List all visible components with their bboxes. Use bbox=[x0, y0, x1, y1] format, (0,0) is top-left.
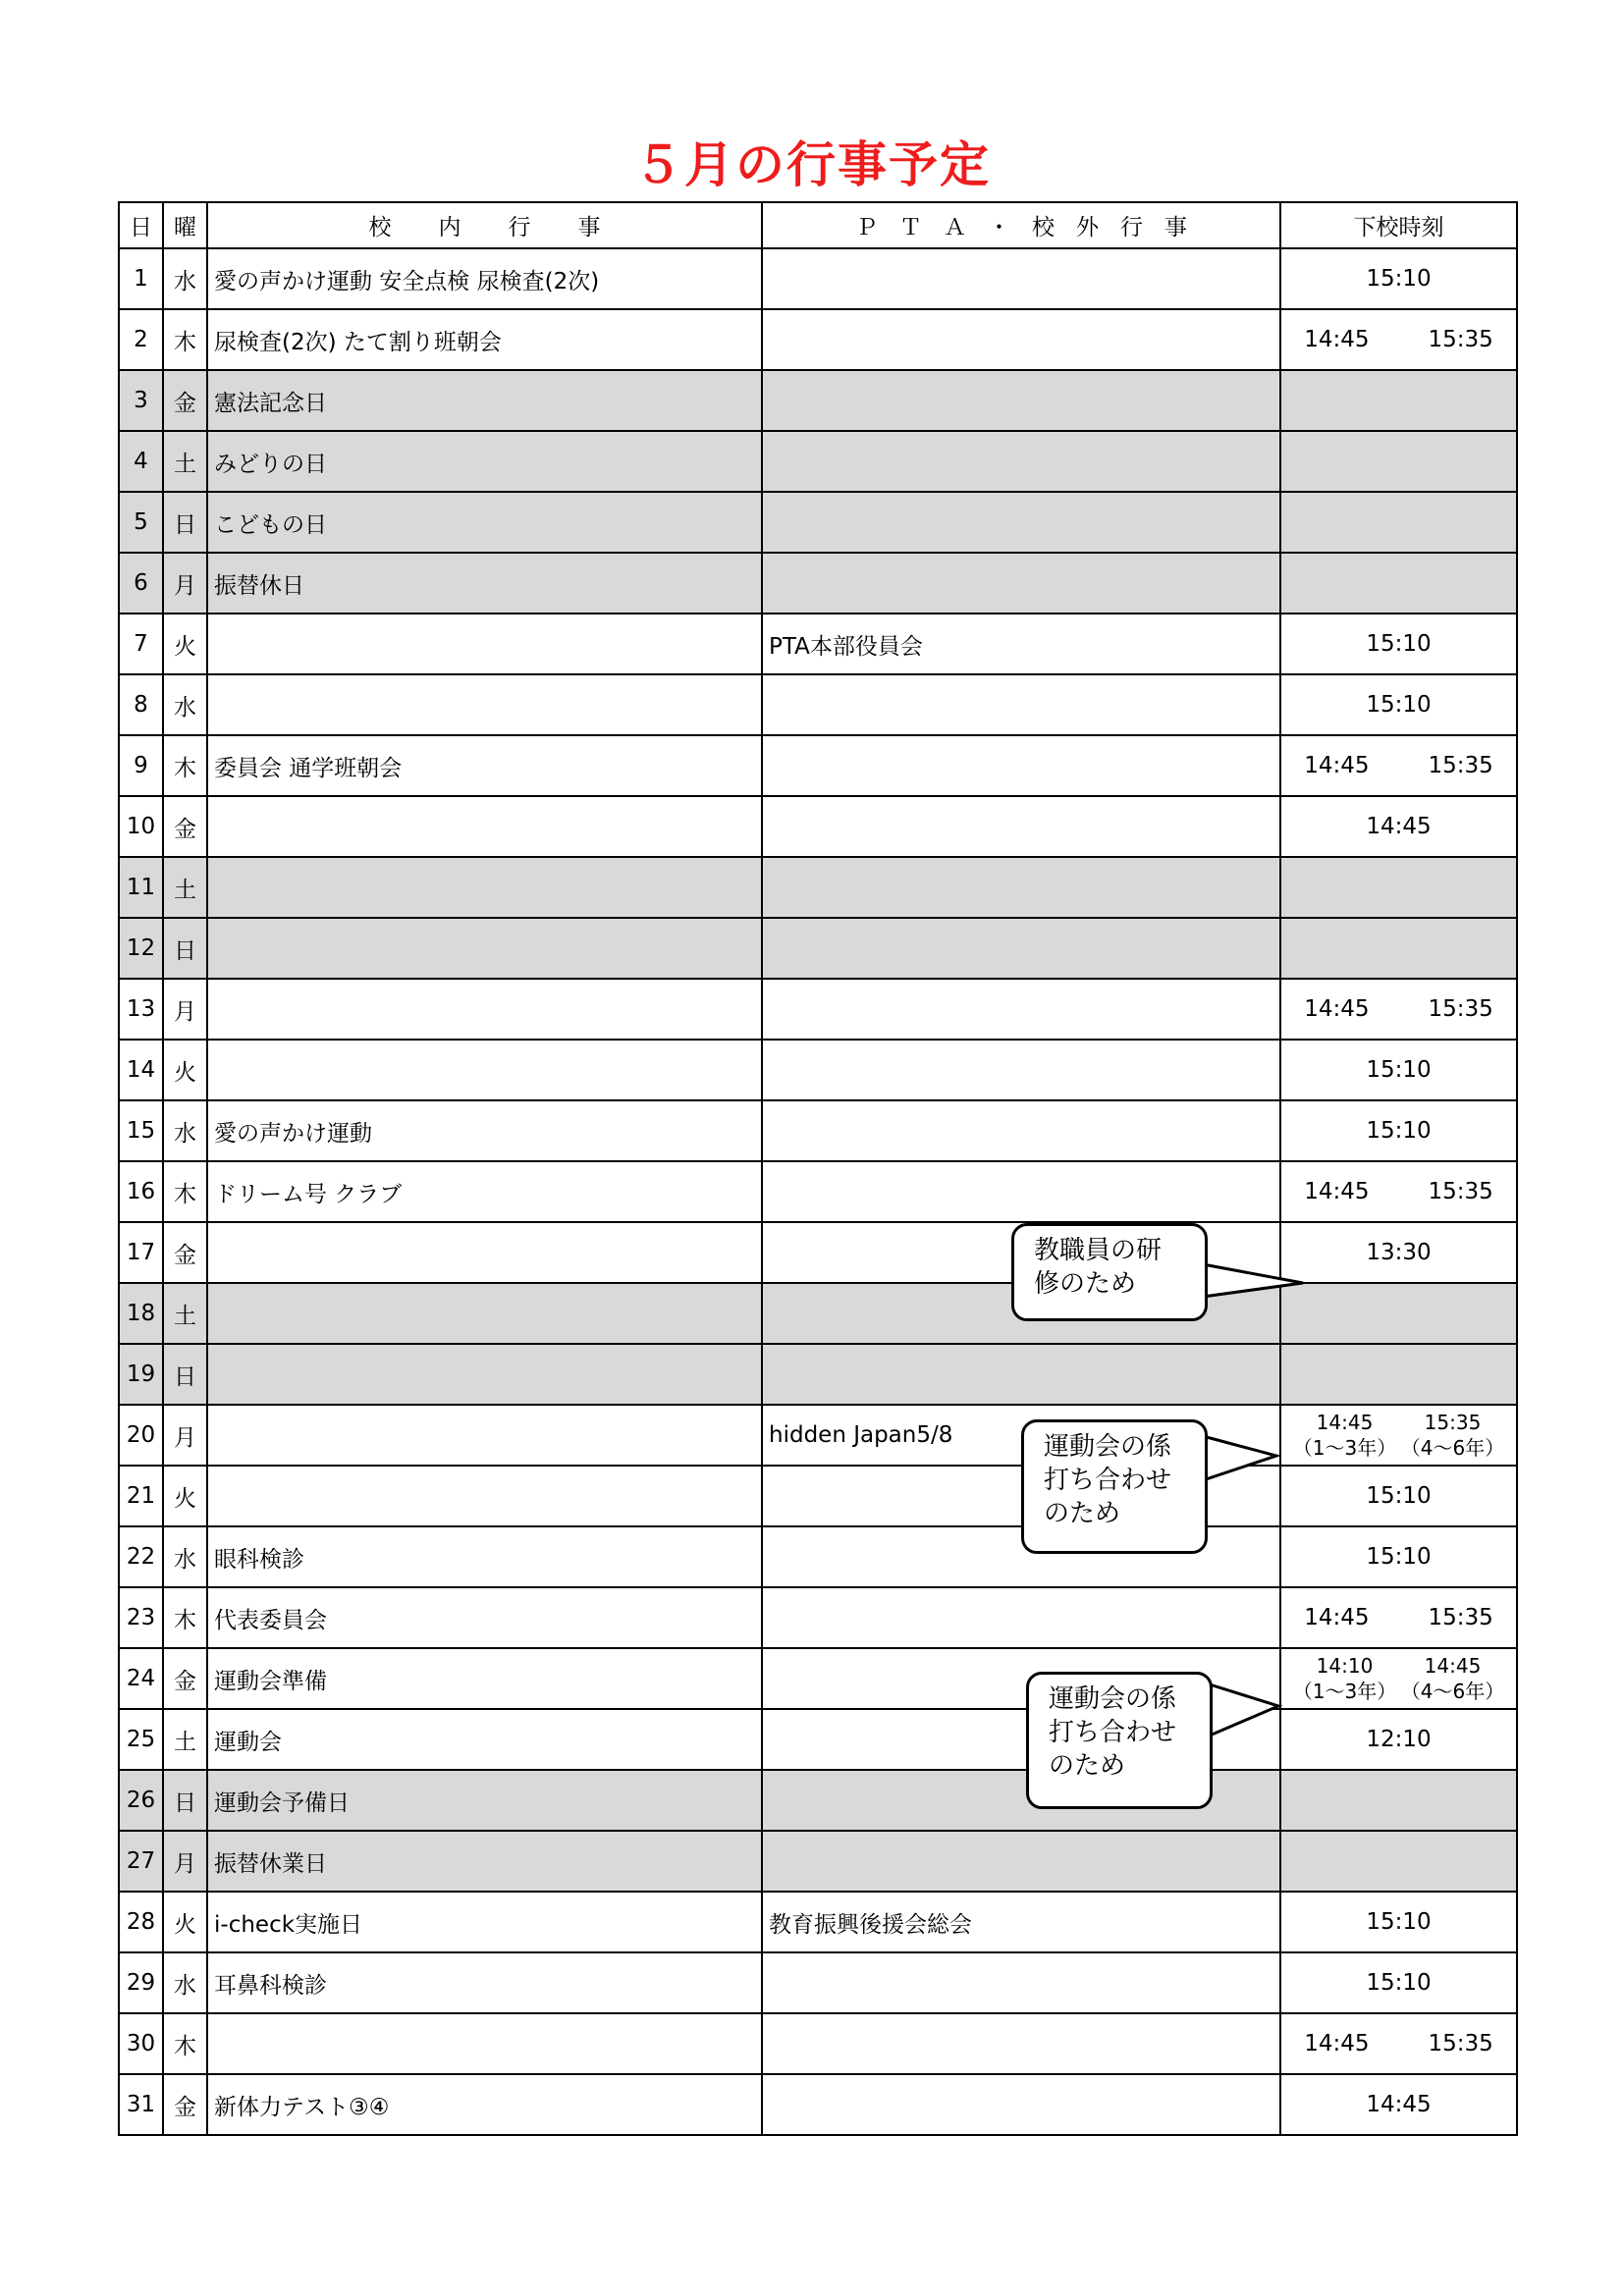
grade-upper: （4～6年） bbox=[1400, 1680, 1505, 1703]
time-early: 14:45 bbox=[1304, 996, 1370, 1022]
day-cell: 24 bbox=[119, 1648, 163, 1709]
weekday-cell: 金 bbox=[163, 1222, 207, 1283]
dismissal-time-cell: 15:10 bbox=[1280, 614, 1517, 674]
day-cell: 11 bbox=[119, 857, 163, 918]
school-event-cell: 振替休日 bbox=[207, 553, 762, 614]
day-cell: 12 bbox=[119, 918, 163, 979]
weekday-cell: 日 bbox=[163, 492, 207, 553]
time-late: 15:35 bbox=[1428, 996, 1493, 1022]
school-event-cell bbox=[207, 1222, 762, 1283]
schedule-row bbox=[119, 2074, 1517, 2135]
time-late: 15:35 bbox=[1428, 327, 1493, 352]
page-title: ５月の行事予定 bbox=[633, 136, 991, 193]
school-event-cell bbox=[207, 1466, 762, 1526]
dismissal-time-cell bbox=[1280, 492, 1517, 553]
schedule-row bbox=[119, 735, 1517, 796]
day-cell: 15 bbox=[119, 1100, 163, 1161]
schedule-row bbox=[119, 1648, 1517, 1709]
pta-event-cell bbox=[762, 918, 1280, 979]
pta-event-cell bbox=[762, 492, 1280, 553]
time-early: 14:45 bbox=[1316, 1411, 1374, 1434]
day-cell: 19 bbox=[119, 1344, 163, 1405]
dismissal-time-cell bbox=[1280, 857, 1517, 918]
weekday-cell: 金 bbox=[163, 796, 207, 857]
schedule-row bbox=[119, 1283, 1517, 1344]
day-cell: 5 bbox=[119, 492, 163, 553]
weekday-cell: 火 bbox=[163, 1040, 207, 1100]
pta-event-cell bbox=[762, 1952, 1280, 2013]
weekday-cell: 水 bbox=[163, 248, 207, 309]
dismissal-time-cell bbox=[1280, 979, 1517, 1040]
weekday-cell: 火 bbox=[163, 1466, 207, 1526]
schedule-row bbox=[119, 1952, 1517, 2013]
pta-event-cell bbox=[762, 2074, 1280, 2135]
school-event-cell bbox=[207, 1344, 762, 1405]
pta-event-cell bbox=[762, 796, 1280, 857]
time-late: 15:35 bbox=[1428, 1179, 1493, 1204]
day-cell: 22 bbox=[119, 1526, 163, 1587]
dismissal-time-cell: 14:45 bbox=[1280, 2074, 1517, 2135]
schedule-row bbox=[119, 1709, 1517, 1770]
dismissal-time-cell bbox=[1280, 735, 1517, 796]
day-cell: 23 bbox=[119, 1587, 163, 1648]
header-row bbox=[119, 202, 1517, 248]
schedule-row bbox=[119, 248, 1517, 309]
school-event-cell bbox=[207, 2013, 762, 2074]
grade-lower: （1～3年） bbox=[1292, 1680, 1397, 1703]
schedule-row bbox=[119, 1100, 1517, 1161]
day-cell: 3 bbox=[119, 370, 163, 431]
dismissal-time-cell bbox=[1280, 1770, 1517, 1831]
pta-event-cell: hidden Japan5/8 bbox=[762, 1405, 1280, 1466]
dismissal-time-cell: 15:10 bbox=[1280, 1100, 1517, 1161]
dismissal-time-cell: 12:10 bbox=[1280, 1709, 1517, 1770]
school-event-cell: 尿検査(2次) たて割り班朝会 bbox=[207, 309, 762, 370]
schedule-row bbox=[119, 492, 1517, 553]
grade-lower: （1～3年） bbox=[1292, 1436, 1397, 1460]
callout-line: のため bbox=[1049, 1751, 1126, 1781]
dismissal-time-cell bbox=[1280, 918, 1517, 979]
weekday-cell: 金 bbox=[163, 370, 207, 431]
school-event-cell: 憲法記念日 bbox=[207, 370, 762, 431]
pta-event-cell bbox=[762, 979, 1280, 1040]
schedule-row bbox=[119, 1587, 1517, 1648]
schedule-row bbox=[119, 1892, 1517, 1952]
dismissal-time-cell: 15:10 bbox=[1280, 248, 1517, 309]
weekday-cell: 木 bbox=[163, 1161, 207, 1222]
time-early: 14:10 bbox=[1316, 1654, 1374, 1678]
pta-event-cell: PTA本部役員会 bbox=[762, 614, 1280, 674]
dismissal-time-cell bbox=[1280, 1405, 1517, 1466]
day-cell: 6 bbox=[119, 553, 163, 614]
weekday-cell: 水 bbox=[163, 1952, 207, 2013]
weekday-cell: 月 bbox=[163, 1405, 207, 1466]
dismissal-time-cell bbox=[1280, 2013, 1517, 2074]
time-late: 15:35 bbox=[1428, 2031, 1493, 2056]
time-late: 15:35 bbox=[1424, 1411, 1482, 1434]
school-event-cell bbox=[207, 918, 762, 979]
schedule-row bbox=[119, 553, 1517, 614]
day-cell: 1 bbox=[119, 248, 163, 309]
time-early: 14:45 bbox=[1304, 2031, 1370, 2056]
schedule-table bbox=[118, 201, 1518, 2136]
pta-event-cell: 教育振興後援会総会 bbox=[762, 1892, 1280, 1952]
school-event-cell: 振替休業日 bbox=[207, 1831, 762, 1892]
header-dismissal-time: 下校時刻 bbox=[1280, 202, 1517, 248]
pta-event-cell bbox=[762, 370, 1280, 431]
callout-line: 教職員の研 bbox=[1034, 1236, 1163, 1265]
school-event-cell bbox=[207, 674, 762, 735]
callout-line: のため bbox=[1044, 1499, 1121, 1528]
pta-event-cell bbox=[762, 674, 1280, 735]
dismissal-time-cell: 15:10 bbox=[1280, 1526, 1517, 1587]
weekday-cell: 火 bbox=[163, 614, 207, 674]
schedule-row bbox=[119, 1770, 1517, 1831]
pta-event-cell bbox=[762, 1831, 1280, 1892]
time-early: 14:45 bbox=[1304, 753, 1370, 778]
dismissal-time-cell: 15:10 bbox=[1280, 1952, 1517, 2013]
dismissal-time-cell bbox=[1280, 309, 1517, 370]
school-event-cell: みどりの日 bbox=[207, 431, 762, 492]
weekday-cell: 木 bbox=[163, 309, 207, 370]
day-cell: 30 bbox=[119, 2013, 163, 2074]
schedule-row bbox=[119, 370, 1517, 431]
dismissal-time-cell bbox=[1280, 1344, 1517, 1405]
day-cell: 4 bbox=[119, 431, 163, 492]
school-event-cell bbox=[207, 614, 762, 674]
weekday-cell: 木 bbox=[163, 1587, 207, 1648]
school-event-cell: 新体力テスト③④ bbox=[207, 2074, 762, 2135]
school-event-cell: こどもの日 bbox=[207, 492, 762, 553]
weekday-cell: 月 bbox=[163, 1831, 207, 1892]
school-event-cell: 愛の声かけ運動 安全点検 尿検査(2次) bbox=[207, 248, 762, 309]
schedule-row bbox=[119, 918, 1517, 979]
dismissal-time-cell: 15:10 bbox=[1280, 1466, 1517, 1526]
weekday-cell: 水 bbox=[163, 1526, 207, 1587]
day-cell: 14 bbox=[119, 1040, 163, 1100]
school-event-cell bbox=[207, 1405, 762, 1466]
dismissal-time-cell: 13:30 bbox=[1280, 1222, 1517, 1283]
schedule-row bbox=[119, 1040, 1517, 1100]
schedule-body bbox=[119, 248, 1517, 2135]
day-cell: 16 bbox=[119, 1161, 163, 1222]
time-early: 14:45 bbox=[1304, 1179, 1370, 1204]
callout-line: 打ち合わせ bbox=[1044, 1466, 1172, 1495]
school-event-cell: 運動会予備日 bbox=[207, 1770, 762, 1831]
day-cell: 28 bbox=[119, 1892, 163, 1952]
pta-event-cell bbox=[762, 1040, 1280, 1100]
dismissal-time-cell bbox=[1280, 431, 1517, 492]
pta-event-cell bbox=[762, 735, 1280, 796]
pta-event-cell bbox=[762, 553, 1280, 614]
weekday-cell: 日 bbox=[163, 1344, 207, 1405]
dismissal-time-cell: 14:45 bbox=[1280, 796, 1517, 857]
school-event-cell bbox=[207, 1040, 762, 1100]
callout-line: 運動会の係 bbox=[1049, 1684, 1177, 1714]
school-event-cell: 運動会 bbox=[207, 1709, 762, 1770]
day-cell: 21 bbox=[119, 1466, 163, 1526]
dismissal-time-cell bbox=[1280, 553, 1517, 614]
time-early: 14:45 bbox=[1304, 1605, 1370, 1630]
weekday-cell: 金 bbox=[163, 1648, 207, 1709]
schedule-row bbox=[119, 1344, 1517, 1405]
pta-event-cell bbox=[762, 2013, 1280, 2074]
day-cell: 13 bbox=[119, 979, 163, 1040]
pta-event-cell bbox=[762, 431, 1280, 492]
pta-event-cell bbox=[762, 1344, 1280, 1405]
school-event-cell: 愛の声かけ運動 bbox=[207, 1100, 762, 1161]
schedule-row bbox=[119, 2013, 1517, 2074]
schedule-row bbox=[119, 1466, 1517, 1526]
pta-event-cell bbox=[762, 309, 1280, 370]
school-event-cell: 委員会 通学班朝会 bbox=[207, 735, 762, 796]
dismissal-time-cell bbox=[1280, 1648, 1517, 1709]
time-early: 14:45 bbox=[1304, 327, 1370, 352]
weekday-cell: 水 bbox=[163, 1100, 207, 1161]
weekday-cell: 土 bbox=[163, 1709, 207, 1770]
callout-line: 修のため bbox=[1034, 1269, 1137, 1299]
school-event-cell bbox=[207, 979, 762, 1040]
day-cell: 17 bbox=[119, 1222, 163, 1283]
dismissal-time-cell bbox=[1280, 1161, 1517, 1222]
header-pta-events: ＰＴＡ・校外行事 bbox=[762, 202, 1280, 248]
weekday-cell: 水 bbox=[163, 674, 207, 735]
schedule-row bbox=[119, 309, 1517, 370]
day-cell: 10 bbox=[119, 796, 163, 857]
dismissal-time-cell bbox=[1280, 1283, 1517, 1344]
day-cell: 9 bbox=[119, 735, 163, 796]
schedule-row bbox=[119, 1161, 1517, 1222]
school-event-cell: 運動会準備 bbox=[207, 1648, 762, 1709]
schedule-row bbox=[119, 1526, 1517, 1587]
weekday-cell: 月 bbox=[163, 979, 207, 1040]
school-event-cell bbox=[207, 1283, 762, 1344]
dismissal-time-cell bbox=[1280, 1587, 1517, 1648]
day-cell: 18 bbox=[119, 1283, 163, 1344]
pta-event-cell bbox=[762, 857, 1280, 918]
weekday-cell: 土 bbox=[163, 431, 207, 492]
schedule-row bbox=[119, 674, 1517, 735]
pta-event-cell bbox=[762, 1587, 1280, 1648]
dismissal-time-cell: 15:10 bbox=[1280, 674, 1517, 735]
time-late: 15:35 bbox=[1428, 753, 1493, 778]
time-late: 14:45 bbox=[1424, 1654, 1482, 1678]
callout-line: 打ち合わせ bbox=[1049, 1718, 1177, 1747]
day-cell: 31 bbox=[119, 2074, 163, 2135]
school-event-cell bbox=[207, 857, 762, 918]
day-cell: 2 bbox=[119, 309, 163, 370]
school-event-cell: i-check実施日 bbox=[207, 1892, 762, 1952]
day-cell: 25 bbox=[119, 1709, 163, 1770]
weekday-cell: 土 bbox=[163, 857, 207, 918]
schedule-row bbox=[119, 1831, 1517, 1892]
schedule-row bbox=[119, 614, 1517, 674]
day-cell: 20 bbox=[119, 1405, 163, 1466]
grade-upper: （4～6年） bbox=[1400, 1436, 1505, 1460]
day-cell: 8 bbox=[119, 674, 163, 735]
school-event-cell bbox=[207, 796, 762, 857]
callout-line: 運動会の係 bbox=[1044, 1432, 1172, 1462]
school-event-cell: 眼科検診 bbox=[207, 1526, 762, 1587]
schedule-row bbox=[119, 979, 1517, 1040]
schedule-row bbox=[119, 431, 1517, 492]
weekday-cell: 金 bbox=[163, 2074, 207, 2135]
school-event-cell: ドリーム号 クラブ bbox=[207, 1161, 762, 1222]
schedule-row bbox=[119, 1222, 1517, 1283]
weekday-cell: 月 bbox=[163, 553, 207, 614]
pta-event-cell bbox=[762, 1161, 1280, 1222]
school-event-cell: 耳鼻科検診 bbox=[207, 1952, 762, 2013]
schedule-row bbox=[119, 796, 1517, 857]
schedule-row bbox=[119, 857, 1517, 918]
school-event-cell: 代表委員会 bbox=[207, 1587, 762, 1648]
weekday-cell: 土 bbox=[163, 1283, 207, 1344]
weekday-cell: 火 bbox=[163, 1892, 207, 1952]
callout-teacher-training bbox=[1011, 1223, 1208, 1321]
pta-event-cell bbox=[762, 248, 1280, 309]
day-cell: 26 bbox=[119, 1770, 163, 1831]
dismissal-time-cell: 15:10 bbox=[1280, 1892, 1517, 1952]
schedule-row bbox=[119, 1405, 1517, 1466]
day-cell: 7 bbox=[119, 614, 163, 674]
header-day: 日 bbox=[119, 202, 163, 248]
weekday-cell: 木 bbox=[163, 2013, 207, 2074]
time-late: 15:35 bbox=[1428, 1605, 1493, 1630]
dismissal-time-cell bbox=[1280, 1831, 1517, 1892]
callout-sports-day-meeting-20 bbox=[1021, 1419, 1208, 1554]
header-school-events: 校内行事 bbox=[207, 202, 762, 248]
callout-sports-day-meeting-24 bbox=[1026, 1672, 1213, 1809]
header-weekday: 曜 bbox=[163, 202, 207, 248]
weekday-cell: 日 bbox=[163, 918, 207, 979]
day-cell: 27 bbox=[119, 1831, 163, 1892]
pta-event-cell bbox=[762, 1100, 1280, 1161]
dismissal-time-cell bbox=[1280, 370, 1517, 431]
weekday-cell: 日 bbox=[163, 1770, 207, 1831]
dismissal-time-cell: 15:10 bbox=[1280, 1040, 1517, 1100]
weekday-cell: 木 bbox=[163, 735, 207, 796]
day-cell: 29 bbox=[119, 1952, 163, 2013]
